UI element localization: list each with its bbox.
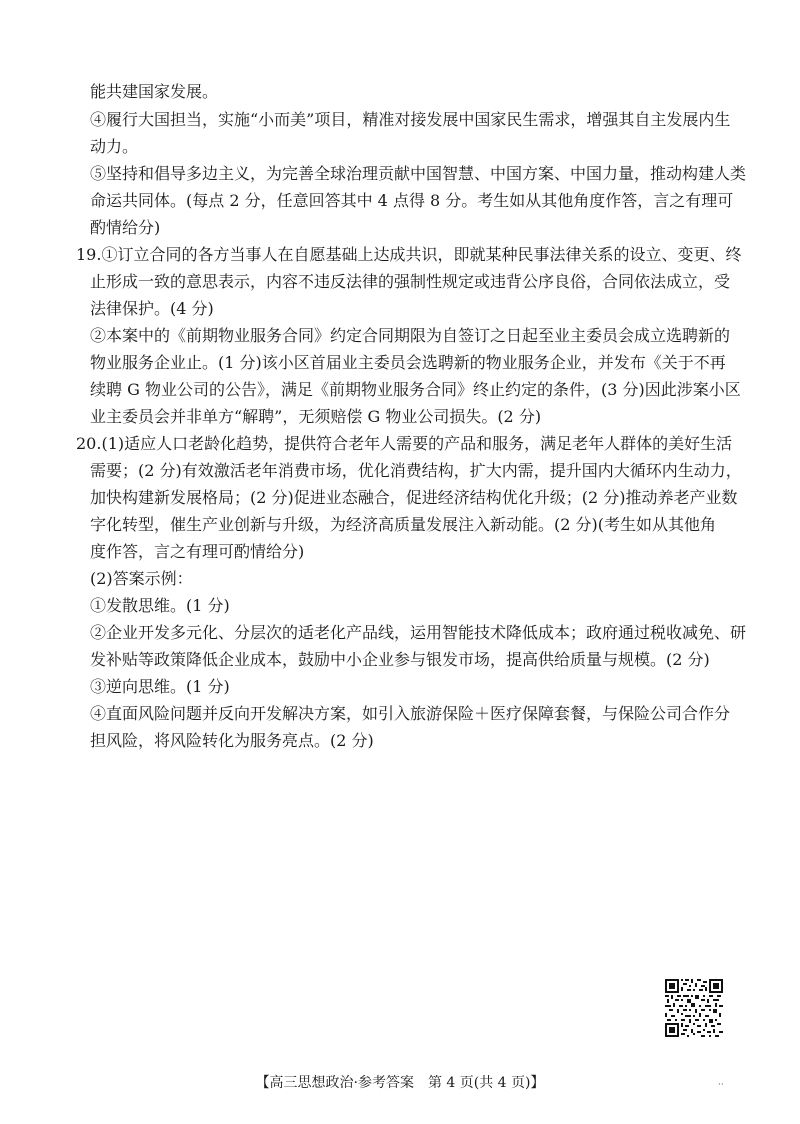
page-footer: 【高三思想政治·参考答案 第 4 页(共 4 页)】 [255,1075,545,1091]
question-19-line: 续聘 G 物业公司的公告》，满足《前期物业服务合同》终止约定的条件，(3 分)因此涉案小区 [90,380,741,399]
question-19-line: 业主委员会并非单方“解聘”，无须赔偿 G 物业公司损失。(2 分) [90,407,542,426]
question-20-line: ①发散思维。(1 分) [90,596,230,615]
text-line: 命运共同体。(每点 2 分，任意回答其中 4 点得 8 分。考生如从其他角度作答，言之有理可 [90,191,734,210]
text-line: ⑤坚持和倡导多边主义，为完善全球治理贡献中国智慧、中国方案、中国力量，推动构建人类 [90,164,747,183]
question-20-line: ②企业开发多元化、分层次的适老化产品线，运用智能技术降低成本；政府通过税收减免、研 [90,623,747,642]
text-line: 酌情给分) [90,218,161,237]
question-20-line: 担风险，将风险转化为服务亮点。(2 分) [90,731,374,750]
question-20-line: (2)答案示例： [90,569,193,588]
question-19-line: 19.①订立合同的各方当事人在自愿基础上达成共识，即就某种民事法律关系的设立、变更、终 [76,245,742,264]
text-line: 动力。 [90,137,139,156]
text-line: 能共建国家发展。 [90,82,219,101]
corner-mark: ·· [718,1080,724,1090]
question-20-line: 需要；(2 分)有效激活老年消费市场，优化消费结构，扩大内需，提升国内大循环内生动力， [90,461,742,480]
question-19-line: ②本案中的《前期物业服务合同》约定合同期限为自签订之日起至业主委员会成立选聘新的 [90,326,731,345]
question-20-line: ③逆向思维。(1 分) [90,677,230,696]
question-19-line: 止形成一致的意思表示，内容不违反法律的强制性规定或违背公序良俗，合同依法成立，受 [90,272,731,291]
question-20-line: ④直面风险问题并反向开发解决方案，如引入旅游保险＋医疗保障套餐，与保险公司合作分 [90,704,731,723]
question-19-line: 法律保护。(4 分) [90,299,214,318]
question-20-line: 加快构建新发展格局；(2 分)促进业态融合，促进经济结构优化升级；(2 分)推动养老产业数 [90,488,738,507]
question-19-line: 物业服务企业止。(1 分)该小区首届业主委员会选聘新的物业服务企业，并发布《关于不再 [90,353,726,372]
question-20-line: 字化转型，催生产业创新与升级，为经济高质量发展注入新动能。(2 分)(考生如从其他角 [90,515,716,534]
question-20-line: 发补贴等政策降低企业成本，鼓励中小企业参与银发市场，提高供给质量与规模。(2 分) [90,650,710,669]
text-line: ④履行大国担当，实施“小而美”项目，精准对接发展中国家民生需求，增强其自主发展内生 [90,110,731,129]
question-20-line: 20.(1)适应人口老龄化趋势，提供符合老年人需要的产品和服务，满足老年人群体的美好生活 [76,434,733,453]
question-20-line: 度作答，言之有理可酌情给分) [90,542,305,561]
qr-code [665,979,723,1037]
